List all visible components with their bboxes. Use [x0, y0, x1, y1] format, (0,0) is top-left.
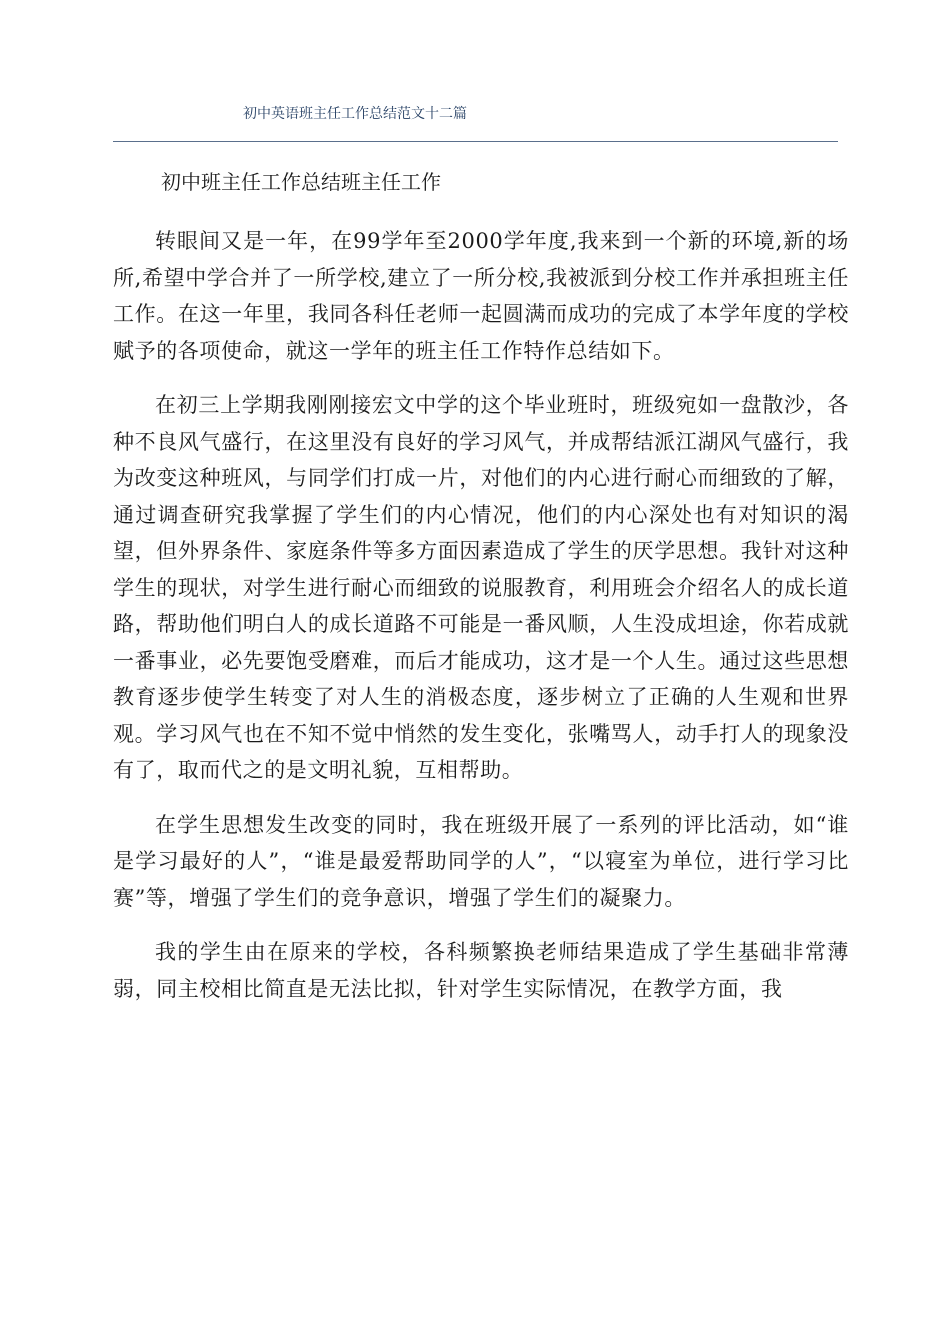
paragraph: 转眼间又是一年，在99学年至2000学年度,我来到一个新的环境,新的场所,希望中学合并了一所学校,建立了一所分校,我被派到分校工作并承担班主任工作。在这一年里，我同各科任老师一起圆满而成功的完成了本学年度的学校赋予的各项使命，就这一学年的班主任工作特作总结如下。: [113, 229, 849, 363]
header-divider: [113, 141, 838, 142]
paragraph: 在学生思想发生改变的同时，我在班级开展了一系列的评比活动，如“谁是学习最好的人”，“谁是最爱帮助同学的人”，“以寝室为单位，进行学习比赛”等，增强了学生们的竞争意识，增强了学生们的凝聚力。: [113, 812, 849, 910]
paragraph: 我的学生由在原来的学校，各科频繁换老师结果造成了学生基础非常薄弱，同主校相比简直是无法比拟，针对学生实际情况，在教学方面，我: [113, 940, 849, 1001]
running-header: 初中英语班主任工作总结范文十二篇: [243, 106, 467, 122]
document-body: [113, 223, 849, 1025]
document-title: 初中班主任工作总结班主任工作: [161, 170, 441, 194]
paragraph: 在初三上学期我刚刚接宏文中学的这个毕业班时，班级宛如一盘散沙，各种不良风气盛行，在这里没有良好的学习风气，并成帮结派江湖风气盛行，我为改变这种班风，与同学们打成一片，对他们的内心进行耐心而细致的了解，通过调查研究我掌握了学生们的内心情况，他们的内心深处也有对知识的渴望，但外界条件、家庭条件等多方面因素造成了学生的厌学思想。我针对这种学生的现状，对学生进行耐心而细致的说服教育，利用班会介绍名人的成长道路，帮助他们明白人的成长道路不可能是一番风顺，人生没成坦途，你若成就一番事业，必先要饱受磨难，而后才能成功，这才是一个人生。通过这些思想教育逐步使学生转变了对人生的消极态度，逐步树立了正确的人生观和世界观。学习风气也在不知不觉中悄然的发生变化，张嘴骂人，动手打人的现象没有了，取而代之的是文明礼貌，互相帮助。: [113, 393, 849, 782]
